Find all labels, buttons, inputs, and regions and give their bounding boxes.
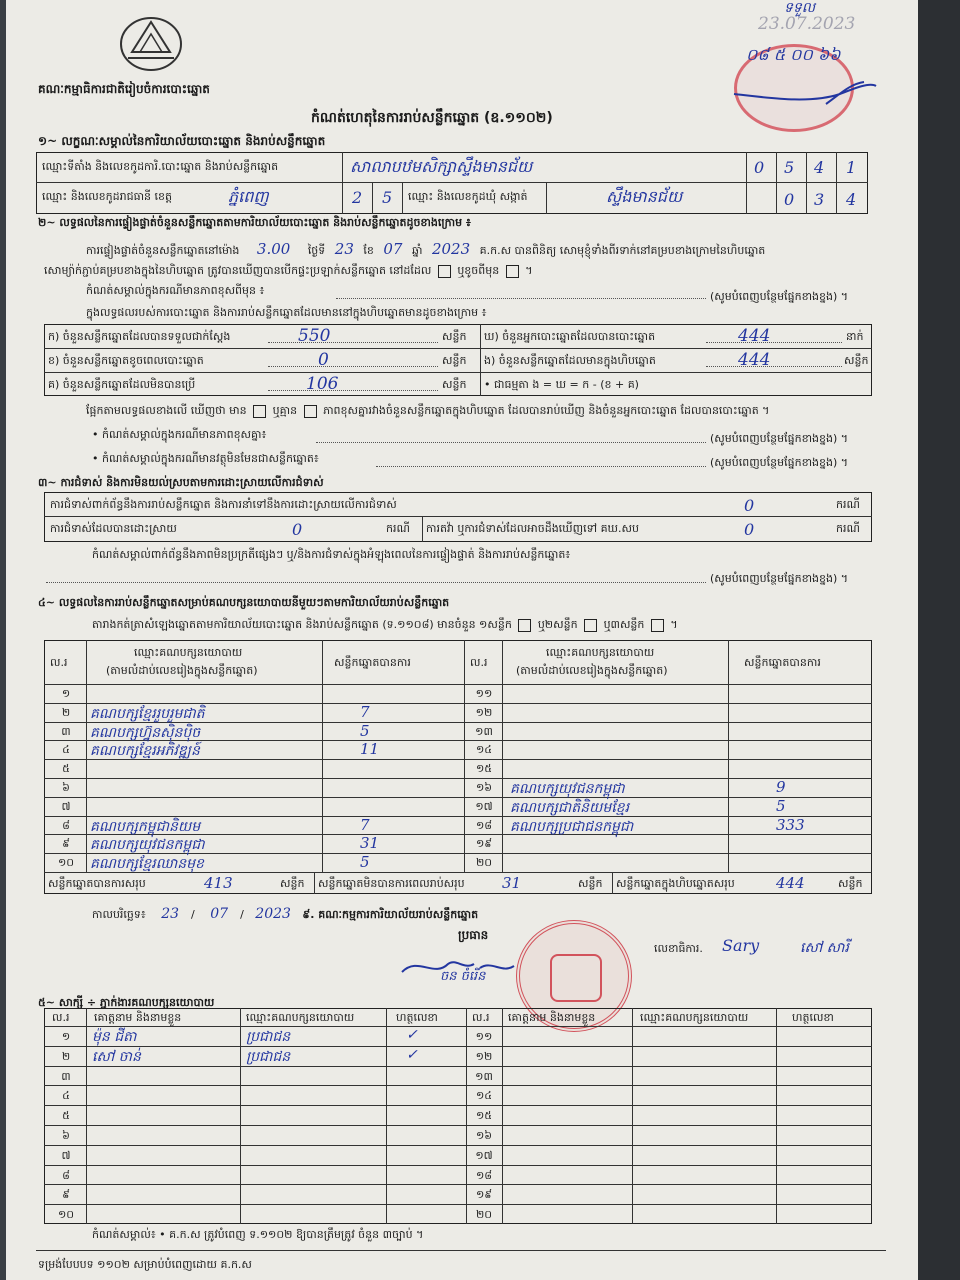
- tally-sheet-label: តារាងកត់ត្រាសំឡេងឆ្នោតតាមការិយាល័យបោះឆ្នោត និងរាប់សន្លឹកឆ្នោត (ទ.១១០៨) មានចំនួន ១សន្លឹក: [92, 618, 512, 631]
- party-row-number-left: ៩: [62, 837, 70, 851]
- witness-col-sign-right: ហត្ថលេខា: [792, 1011, 834, 1024]
- total-box-unit: សន្លឹក: [838, 877, 863, 890]
- witness-signature: ✓: [406, 1046, 418, 1063]
- location-code-2: 5: [784, 158, 795, 177]
- seal-desc: សោម្យ៉ាក់ភ្ជាប់គម្របខាងក្នុងនៃហិបឆ្នោត ត្រូវបានឃើញបានបើកផ្ទះប្រឡាក់សន្លឹកឆ្នោត នៅដដែល: [44, 264, 432, 277]
- form-title: កំណត់ហេតុនៃការរាប់សន្លឹកឆ្នោត (ឧ.១១០២): [311, 110, 553, 126]
- commune-code-1: 0: [784, 190, 795, 209]
- commune-code-3: 4: [846, 190, 857, 209]
- witness-row-divider: [44, 1145, 872, 1146]
- formula-note: • ជាធម្មតា ង = ឃ = ក - (ខ + គ): [484, 378, 639, 391]
- ballots-received-unit: សន្លឹក: [442, 330, 467, 343]
- results-col-party-sub-left: (តាមលំដាប់លេខរៀងក្នុងសន្លឹកឆ្នោត): [106, 664, 258, 677]
- witness-col-party-right: ឈ្មោះគណបក្សនយោបាយ: [640, 1011, 749, 1024]
- seal-end: ។: [525, 264, 533, 277]
- witness-col-name-left: គោត្តនាម និងនាមខ្លួន: [94, 1011, 182, 1024]
- voters-voted-unit: នាក់: [846, 330, 864, 343]
- irregularity-note-hint: (សូមបំពេញបន្ថែមផ្នែកខាងខ្នង) ។: [710, 572, 849, 585]
- signing-date-line: កាលបរិច្ឆេទ៖ 23 / 07 / 2023 ៩. គណៈកម្មការការិយាល័យរាប់សន្លឹកឆ្នោត: [92, 906, 479, 922]
- commune-label: ឈ្មោះ និងលេខកូដឃុំ សង្កាត់: [408, 190, 528, 203]
- verification-desc: គ.ក.ស បានពិនិត្យ សោមុខ្ញុំទាំងពីរទាក់នៅគម្របខាងក្រោមនៃហិបឆ្នោត: [479, 244, 766, 257]
- total-valid-label: សន្លឹកឆ្នោតបានការសរុប: [48, 877, 146, 890]
- foreign-object-note-hint: (សូមបំពេញបន្ថែមផ្នែកខាងខ្នង) ។: [710, 456, 849, 469]
- discrepancy-no-label: ឬគ្មាន: [272, 404, 298, 417]
- party-row-number-right: ១៥: [475, 762, 493, 776]
- discrepancy-line: [86, 404, 769, 418]
- witness-name: ម៉ុន ជីតា: [92, 1029, 137, 1045]
- witness-row-number-right: ១៥: [475, 1109, 493, 1123]
- party-row-divider: [44, 778, 872, 779]
- discrepancy-yes-checkbox[interactable]: [253, 405, 266, 418]
- witness-row-divider: [44, 1046, 872, 1047]
- witness-signature: ✓: [406, 1027, 418, 1043]
- objections-forwarded-value: 0: [744, 520, 755, 539]
- witness-row-divider: [44, 1125, 872, 1126]
- witness-row-number-right: ១៣: [475, 1069, 493, 1083]
- verification-time-value: 3.00: [256, 240, 291, 258]
- ballots-spoiled-value: 0: [318, 350, 329, 370]
- signing-date-label: កាលបរិច្ឆេទ៖: [92, 908, 146, 921]
- party-row-number-left: ៦: [62, 781, 70, 794]
- commune-code-2: 3: [814, 190, 825, 209]
- objections-total-unit: ករណី: [836, 498, 860, 511]
- party-row-number-left: ៣: [61, 724, 71, 738]
- witness-row-number-right: ១៨: [475, 1168, 493, 1182]
- witness-row-number-left: ២: [61, 1049, 71, 1063]
- witness-col-name-right: គោត្តនាម និងនាមខ្លួន: [508, 1011, 596, 1024]
- party-row-number-right: ១៤: [475, 743, 493, 757]
- party-row-number-right: ២០: [475, 856, 493, 870]
- party-row-votes-right: 9: [776, 778, 786, 796]
- foreign-object-note-label: • កំណត់សម្គាល់ក្នុងករណីមានវត្ថុមិនមែនជាសន្លឹកឆ្នោត៖: [92, 452, 319, 465]
- witness-row-number-right: ១២: [475, 1049, 493, 1063]
- total-box-label: សន្លឹកឆ្នោតក្នុងហិបឆ្នោតសរុប: [616, 877, 735, 890]
- total-invalid-unit: សន្លឹក: [578, 877, 603, 890]
- party-row-number-right: ១៣: [475, 724, 493, 738]
- witness-row-number-left: ៦: [62, 1129, 70, 1142]
- objections-resolved-value: 0: [292, 520, 303, 539]
- province-value: ភ្នំពេញ: [228, 187, 269, 206]
- ballots-unused-value: 106: [306, 374, 339, 394]
- witness-row-number-right: ១៦: [475, 1129, 493, 1142]
- party-row-number-right: ១៨: [475, 818, 493, 832]
- results-col-votes-right: សន្លឹកឆ្នោតបានការ: [744, 656, 821, 669]
- verification-month-label: ខែ: [363, 244, 374, 257]
- ballots-in-box-label: ង) ចំនួនសន្លឹកឆ្នោតដែលមានក្នុងហិបឆ្នោត: [484, 354, 656, 367]
- received-date: 23.07.2023: [758, 14, 856, 34]
- location-code-4: 1: [846, 158, 857, 177]
- seal-broken-checkbox[interactable]: [506, 265, 519, 278]
- difference-note-label: កំណត់សម្គាល់ក្នុងករណីមានភាពខុសពីមុន ៖: [86, 284, 265, 297]
- signing-date-day: 23: [161, 906, 180, 922]
- party-row-name-left: គណបក្សខ្មែរឈានមុខ: [90, 856, 204, 873]
- ballots-unused-unit: សន្លឹក: [442, 378, 467, 391]
- ballots-received-value: 550: [298, 326, 331, 346]
- witness-row-divider: [44, 1105, 872, 1106]
- tally-2-sheet-label: ឬ២សន្លឹក: [537, 618, 578, 631]
- tally-3-sheet-label: ឬ៣សន្លឹក: [603, 618, 645, 631]
- results-col-votes-left: សន្លឹកឆ្នោតបានការ: [334, 656, 411, 669]
- party-row-votes-left: 7: [360, 702, 370, 721]
- party-row-number-left: ២: [61, 705, 71, 719]
- discrepancy-no-checkbox[interactable]: [304, 405, 317, 418]
- results-col-no-left: ល.រ: [50, 656, 68, 669]
- party-row-votes-left: 31: [360, 834, 380, 853]
- party-row-number-right: ១៩: [475, 837, 493, 851]
- section5-title: ៥~ សាក្សី ÷ ភ្នាក់ងារគណបក្សនយោបាយ: [38, 996, 215, 1009]
- voters-voted-label: ឃ) ចំនួនអ្នកបោះឆ្នោតដែលបានបោះឆ្នោត: [484, 330, 656, 343]
- ballots-in-box-unit: សន្លឹក: [844, 354, 869, 367]
- party-row-votes-left: 11: [360, 740, 380, 759]
- tally-end: ។: [670, 618, 678, 631]
- seal-intact-checkbox[interactable]: [438, 265, 451, 278]
- province-code-1: 2: [352, 188, 363, 207]
- witness-col-party-left: ឈ្មោះគណបក្សនយោបាយ: [246, 1011, 355, 1024]
- verification-day-value: 23: [334, 240, 354, 258]
- party-row-name-left: គណបក្សហ្វ៊ុនស៊ិនប៉ិច: [90, 724, 201, 741]
- witness-row-number-right: ១១: [475, 1030, 493, 1043]
- results-col-party-right: ឈ្មោះគណបក្សនយោបាយ: [546, 646, 655, 659]
- witness-row-number-left: ១: [61, 1030, 71, 1043]
- total-invalid-label: សន្លឹកឆ្នោតមិនបានការពេលរាប់សរុប: [318, 877, 465, 890]
- discrepancy-label: ផ្អែកតាមលទ្ធផលខាងលើ ឃើញថា មាន: [86, 404, 247, 417]
- background-shadow: [918, 0, 960, 1280]
- party-row-number-left: ៧: [61, 799, 71, 813]
- secretary-name: សៅ សារី: [800, 940, 849, 956]
- party-row-number-left: ៨: [62, 818, 70, 832]
- form-footer: ទម្រង់បែបបទ ១១០២ សម្រាប់បំពេញដោយ គ.ក.ស: [38, 1258, 252, 1271]
- witness-col-no-right: ល.រ: [472, 1011, 490, 1024]
- party-row-number-right: ១៦: [475, 781, 493, 794]
- ballots-spoiled-unit: សន្លឹក: [442, 354, 467, 367]
- witness-row-number-left: ៥: [62, 1109, 70, 1123]
- total-invalid-value: 31: [502, 874, 522, 892]
- tally-1-sheet-checkbox[interactable]: [518, 619, 531, 632]
- party-row-number-right: ១២: [475, 705, 493, 719]
- witness-row-divider: [44, 1165, 872, 1166]
- witness-col-no-left: ល.រ: [52, 1011, 70, 1024]
- section4-title: ៤~ លទ្ធផលនៃការរាប់សន្លឹកឆ្នោតសម្រាប់គណបក្សនយោបាយនីមួយៗតាមការិយាល័យរាប់សន្លឹកឆ្នោត: [38, 596, 450, 609]
- irregularity-note-label: កំណត់សម្គាល់ពាក់ព័ន្ធនឹងភាពមិនប្រក្រតីផ្សេងៗ ឬ/និងការជំទាស់ក្នុងអំឡុងពេលនៃការផ្ទៀងផ្ទាត់ និងការរាប់សន្លឹកឆ្នោត៖: [92, 548, 571, 561]
- results-col-no-right: ល.រ: [470, 656, 488, 669]
- witness-row-number-right: ១៤: [475, 1089, 493, 1103]
- location-code-1: 0: [754, 158, 765, 177]
- ballots-in-box-value: 444: [738, 350, 771, 370]
- results-intro: ក្នុងលទ្ធផលរបស់ការបោះឆ្នោត និងការរាប់សន្លឹកឆ្នោតដែលមាននៅក្នុងហិបឆ្នោតមានដូចខាងក្រោម ៖: [86, 306, 487, 319]
- party-row-name-right: គណបក្សជាតិនិយមខ្មែរ: [510, 799, 630, 816]
- tally-2-sheet-checkbox[interactable]: [584, 619, 597, 632]
- province-code-2: 5: [382, 188, 393, 207]
- authority-name: គណៈកម្មាធិការជាតិរៀបចំការបោះឆ្នោត: [38, 82, 210, 96]
- party-row-name-left: គណបក្សកម្ពុជានិយម: [90, 818, 201, 835]
- witness-name: សៅ ចាន់: [92, 1048, 141, 1065]
- objections-forwarded-unit: ករណី: [836, 522, 860, 535]
- witness-row-number-left: ៩: [62, 1188, 70, 1202]
- witness-row-number-right: ២០: [475, 1208, 493, 1222]
- received-note: ទទួល: [784, 0, 816, 16]
- party-row-number-left: ១: [61, 687, 71, 700]
- footnote: កំណត់សម្គាល់៖ • គ.ក.ស ត្រូវបំពេញ ទ.១១០២ ឱ្យបានត្រឹមត្រូវ ចំនួន ៣ច្បាប់ ។: [92, 1228, 424, 1241]
- witness-row-number-left: ៤: [62, 1089, 70, 1103]
- received-time: ០៨ ៥ ០០ ៦៦: [746, 45, 841, 64]
- witness-row-divider: [44, 1184, 872, 1185]
- secretary-signature: Sary: [722, 936, 760, 955]
- verification-time-line: [86, 240, 765, 258]
- verification-month-value: 07: [383, 240, 403, 258]
- party-row-name-left: គណបក្សខ្មែរអភិវឌ្ឍន៍: [90, 743, 200, 760]
- section2-title: ២~ លទ្ធផលនៃការផ្ទៀងផ្ទាត់ចំនួនសន្លឹកឆ្នោតតាមការិយាល័យបោះឆ្នោត និងរាប់សន្លឹកឆ្នោតដូចខាងក្រោម ៖: [38, 216, 471, 229]
- results-col-party-left: ឈ្មោះគណបក្សនយោបាយ: [134, 646, 243, 659]
- location-label: ឈ្មោះទីតាំង និងលេខកូដការិ.បោះឆ្នោត និងរាប់សន្លឹកឆ្នោត: [42, 160, 279, 173]
- objections-resolved-unit: ករណី: [386, 522, 410, 535]
- party-row-votes-left: 7: [360, 815, 370, 834]
- witness-row-number-right: ១៩: [475, 1188, 493, 1202]
- seal-broken-label: ឬខូចពីមុន: [457, 264, 500, 277]
- party-row-votes-left: 5: [360, 853, 370, 872]
- verification-year-value: 2023: [431, 240, 471, 258]
- party-row-divider: [44, 797, 872, 798]
- ballots-spoiled-label: ខ) ចំនួនសន្លឹកឆ្នោតខូចពេលបោះឆ្នោត: [48, 354, 204, 367]
- received-signature-icon: [730, 74, 880, 114]
- objections-total-value: 0: [744, 496, 755, 515]
- party-row-number-left: ៥: [62, 762, 70, 776]
- chair-name: ចន ចំរើន: [440, 969, 486, 984]
- witness-row-divider: [44, 1204, 872, 1205]
- total-valid-value: 413: [204, 874, 233, 892]
- section1-title: ១~ លក្ខណៈសម្គាល់នៃការិយាល័យបោះឆ្នោត និងរាប់សន្លឹកឆ្នោត: [38, 134, 326, 148]
- party-row-number-left: ៤: [62, 743, 70, 757]
- ballots-unused-label: គ) ចំនួនសន្លឹកឆ្នោតដែលមិនបានប្រើ: [48, 378, 196, 391]
- witness-row-number-left: ៧: [61, 1148, 71, 1162]
- witness-col-sign-left: ហត្ថលេខា: [396, 1011, 438, 1024]
- province-label: ឈ្មោះ និងលេខកូដរាជធានី ខេត្ត: [42, 190, 172, 203]
- party-row-votes-left: 5: [360, 721, 370, 740]
- objections-resolved-label: ការជំទាស់ដែលបានដោះស្រាយ: [50, 522, 177, 535]
- witness-row-number-left: ១០: [57, 1208, 75, 1222]
- tally-3-sheet-checkbox[interactable]: [651, 619, 664, 632]
- witness-row-number-right: ១៧: [475, 1148, 493, 1162]
- signing-date-year: 2023: [255, 906, 291, 922]
- witness-party: ប្រជាជន: [246, 1029, 291, 1045]
- discrepancy-note-label: • កំណត់សម្គាល់ក្នុងករណីមានភាពខុសគ្នា៖: [92, 428, 267, 441]
- witness-row-number-left: ៨: [62, 1168, 70, 1182]
- verification-time-label: ការផ្ទៀងផ្ទាត់ចំនួនសន្លឹកឆ្នោតនៅម៉ោង: [86, 244, 240, 257]
- commune-value: ស្ទឹងមានជ័យ: [606, 187, 683, 206]
- witness-row-divider: [44, 1066, 872, 1067]
- party-row-number-right: ១១: [475, 687, 493, 700]
- party-row-name-left: គណបក្សខ្មែររួបរួមជាតិ: [90, 705, 205, 722]
- chair-label: ប្រធាន: [458, 928, 489, 942]
- ballots-received-label: ក) ចំនួនសន្លឹកឆ្នោតដែលបានទទួលជាក់ស្តែង: [48, 330, 231, 343]
- voters-voted-value: 444: [738, 326, 771, 346]
- witness-row-divider: [44, 1085, 872, 1086]
- party-row-name-right: គណបក្សយុវជនកម្ពុជា: [510, 781, 625, 797]
- party-row-name-left: គណបក្សយុវជនកម្ពុជា: [90, 837, 205, 854]
- ballot-count-form-paper: [6, 0, 918, 1280]
- party-row-number-right: ១៧: [475, 799, 493, 813]
- witness-row-number-left: ៣: [61, 1069, 71, 1083]
- seal-line: [44, 264, 533, 278]
- verification-year-label: ឆ្នាំ: [411, 244, 423, 257]
- total-box-value: 444: [776, 874, 805, 892]
- total-valid-unit: សន្លឹក: [280, 877, 305, 890]
- objections-total-label: ការជំទាស់ពាក់ព័ន្ធនឹងការរាប់សន្លឹកឆ្នោត និងការនាំទៅនឹងការដោះស្រាយលើការជំទាស់: [50, 498, 397, 511]
- witness-party: ប្រជាជន: [246, 1048, 291, 1065]
- difference-note-hint: (សូមបំពេញបន្ថែមផ្នែកខាងខ្នង) ។: [710, 290, 849, 303]
- tally-sheet-line: [92, 618, 678, 632]
- party-row-name-right: គណបក្សប្រជាជនកម្ពុជា: [510, 818, 634, 835]
- verification-day-label: ថ្ងៃទី: [307, 244, 326, 257]
- objections-forwarded-label: ការតវ៉ា ឬការជំទាស់ដែលអាចដឹងឃើញទៅ គឃ.សប: [426, 522, 639, 535]
- party-row-votes-right: 5: [776, 796, 786, 815]
- discrepancy-desc: ភាពខុសគ្នារវាងចំនួនសន្លឹកឆ្នោតក្នុងហិបឆ្នោត ដែលបានរាប់ឃើញ និងចំនួនអ្នកបោះឆ្នោត ដែលបានបោះឆ្នោត ។: [323, 404, 770, 417]
- party-row-number-left: ១០: [57, 856, 75, 870]
- location-code-3: 4: [814, 158, 825, 177]
- witness-table: [44, 1008, 872, 1224]
- location-value: សាលាបឋមសិក្សាស្ទឹងមានជ័យ: [350, 157, 533, 176]
- party-row-votes-right: 333: [776, 815, 805, 834]
- committee-label: ៩. គណៈកម្មការការិយាល័យរាប់សន្លឹកឆ្នោត: [302, 908, 479, 921]
- signing-date-month: 07: [210, 906, 229, 922]
- section3-title: ៣~ ការជំទាស់ និងការមិនយល់ស្របតាមការដោះស្រាយលើការជំទាស់: [38, 476, 324, 489]
- authority-emblem-icon: [118, 12, 184, 72]
- discrepancy-note-hint: (សូមបំពេញបន្ថែមផ្នែកខាងខ្នង) ។: [710, 432, 849, 445]
- results-col-party-sub-right: (តាមលំដាប់លេខរៀងក្នុងសន្លឹកឆ្នោត): [516, 664, 668, 677]
- secretary-label: លេខាធិការ.: [654, 942, 703, 955]
